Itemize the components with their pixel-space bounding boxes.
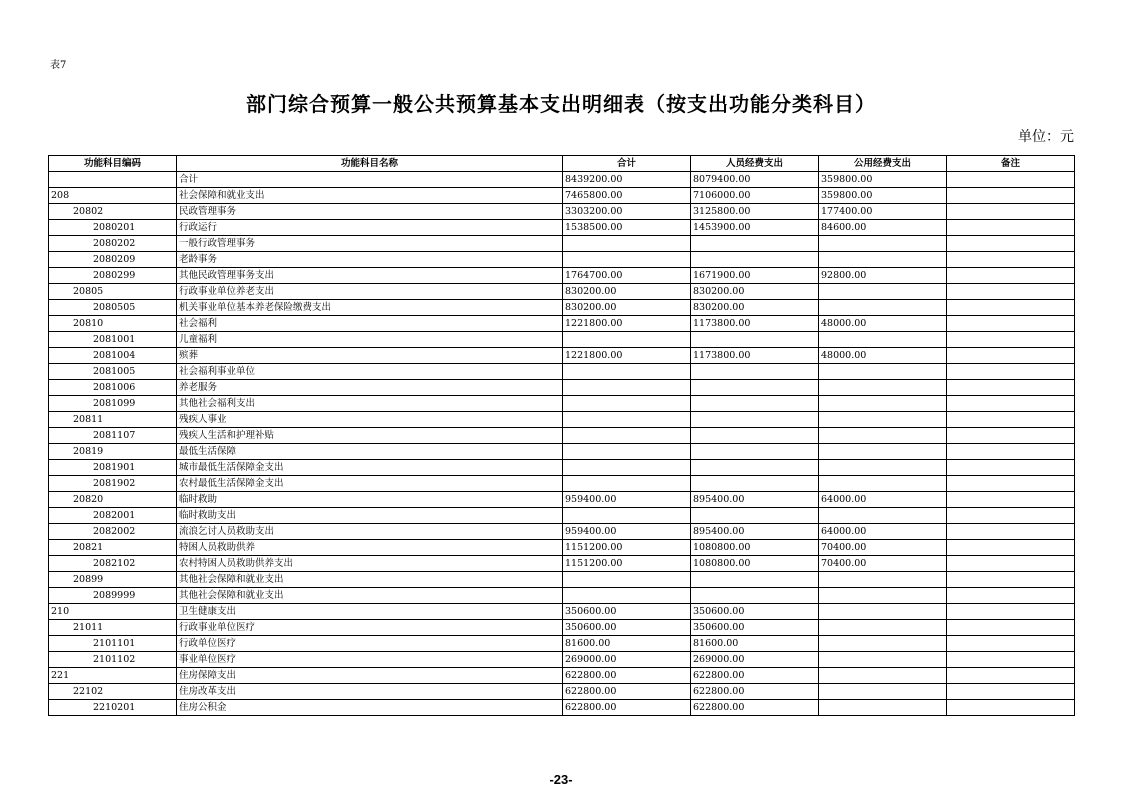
public-cell [819,620,947,636]
remarks-cell [947,460,1075,476]
personnel-cell: 895400.00 [691,492,819,508]
public-cell: 48000.00 [819,348,947,364]
total-cell [563,396,691,412]
public-cell [819,700,947,716]
public-cell [819,476,947,492]
code-cell: 21011 [49,620,177,636]
personnel-cell [691,588,819,604]
name-cell: 事业单位医疗 [177,652,563,668]
table-row [49,364,1075,380]
remarks-cell [947,332,1075,348]
table-row [49,316,1075,332]
personnel-cell [691,476,819,492]
total-cell [563,572,691,588]
code-cell: 20805 [49,284,177,300]
total-cell: 830200.00 [563,300,691,316]
table-row [49,332,1075,348]
total-cell: 1151200.00 [563,540,691,556]
table-row [49,588,1075,604]
name-cell: 残疾人生活和护理补贴 [177,428,563,444]
code-cell [49,172,177,188]
code-cell: 20810 [49,316,177,332]
total-cell: 622800.00 [563,684,691,700]
remarks-cell [947,428,1075,444]
personnel-cell [691,508,819,524]
public-cell [819,300,947,316]
table-row [49,700,1075,716]
name-cell: 城市最低生活保障金支出 [177,460,563,476]
remarks-cell [947,204,1075,220]
personnel-cell [691,460,819,476]
personnel-cell [691,236,819,252]
table-label: 表7 [50,60,67,71]
personnel-cell: 350600.00 [691,604,819,620]
total-cell [563,380,691,396]
code-cell: 22102 [49,684,177,700]
total-cell [563,412,691,428]
name-cell: 残疾人事业 [177,412,563,428]
remarks-cell [947,268,1075,284]
personnel-cell: 622800.00 [691,684,819,700]
public-cell [819,572,947,588]
table-row [49,284,1075,300]
name-cell: 行政单位医疗 [177,636,563,652]
remarks-cell [947,316,1075,332]
page-number: -23- [549,772,573,787]
public-cell [819,588,947,604]
table-row [49,188,1075,204]
public-cell [819,412,947,428]
unit-label: 单位：元 [1018,129,1074,145]
name-cell: 机关事业单位基本养老保险缴费支出 [177,300,563,316]
code-cell: 2081005 [49,364,177,380]
name-cell: 其他社会福利支出 [177,396,563,412]
column-header-public: 公用经费支出 [819,156,947,172]
personnel-cell [691,412,819,428]
personnel-cell: 622800.00 [691,700,819,716]
personnel-cell: 1173800.00 [691,348,819,364]
total-cell: 830200.00 [563,284,691,300]
remarks-cell [947,300,1075,316]
public-cell [819,236,947,252]
code-cell: 20899 [49,572,177,588]
remarks-cell [947,348,1075,364]
table-row [49,524,1075,540]
name-cell: 其他社会保障和就业支出 [177,572,563,588]
total-cell [563,428,691,444]
remarks-cell [947,172,1075,188]
name-cell: 社会福利事业单位 [177,364,563,380]
total-cell: 1764700.00 [563,268,691,284]
personnel-cell: 7106000.00 [691,188,819,204]
total-cell: 1221800.00 [563,316,691,332]
column-header-personnel: 人员经费支出 [691,156,819,172]
total-cell: 622800.00 [563,700,691,716]
table-row [49,556,1075,572]
name-cell: 特困人员救助供养 [177,540,563,556]
code-cell: 2081006 [49,380,177,396]
total-cell: 8439200.00 [563,172,691,188]
remarks-cell [947,492,1075,508]
table-row [49,396,1075,412]
code-cell: 2081004 [49,348,177,364]
remarks-cell [947,508,1075,524]
name-cell: 临时救助支出 [177,508,563,524]
personnel-cell: 350600.00 [691,620,819,636]
name-cell: 最低生活保障 [177,444,563,460]
code-cell: 2080209 [49,252,177,268]
total-cell [563,460,691,476]
table-row [49,428,1075,444]
table-row [49,684,1075,700]
name-cell: 社会福利 [177,316,563,332]
public-cell [819,380,947,396]
table-row [49,636,1075,652]
total-cell [563,508,691,524]
code-cell: 20811 [49,412,177,428]
remarks-cell [947,364,1075,380]
code-cell: 2080505 [49,300,177,316]
public-cell: 92800.00 [819,268,947,284]
name-cell: 农村最低生活保障金支出 [177,476,563,492]
code-cell: 20802 [49,204,177,220]
name-cell: 社会保障和就业支出 [177,188,563,204]
public-cell [819,444,947,460]
remarks-cell [947,604,1075,620]
code-cell: 20821 [49,540,177,556]
remarks-cell [947,636,1075,652]
total-cell [563,364,691,380]
remarks-cell [947,572,1075,588]
public-cell: 177400.00 [819,204,947,220]
total-cell [563,252,691,268]
public-cell: 64000.00 [819,524,947,540]
remarks-cell [947,684,1075,700]
budget-table [48,155,1075,716]
public-cell [819,364,947,380]
table-row [49,492,1075,508]
total-cell: 1151200.00 [563,556,691,572]
total-cell: 1221800.00 [563,348,691,364]
name-cell: 殡葬 [177,348,563,364]
code-cell: 2101102 [49,652,177,668]
table-row [49,236,1075,252]
name-cell: 儿童福利 [177,332,563,348]
table-row [49,540,1075,556]
personnel-cell: 1453900.00 [691,220,819,236]
table-row [49,508,1075,524]
total-cell: 3303200.00 [563,204,691,220]
total-cell: 7465800.00 [563,188,691,204]
remarks-cell [947,236,1075,252]
table-body [49,172,1075,716]
remarks-cell [947,444,1075,460]
code-cell: 2081901 [49,460,177,476]
remarks-cell [947,220,1075,236]
total-cell: 269000.00 [563,652,691,668]
personnel-cell: 1173800.00 [691,316,819,332]
table-row [49,172,1075,188]
code-cell: 2080202 [49,236,177,252]
column-header-remarks: 备注 [947,156,1075,172]
column-header-name: 功能科目名称 [177,156,563,172]
total-cell: 350600.00 [563,620,691,636]
remarks-cell [947,620,1075,636]
table-row [49,476,1075,492]
name-cell: 一般行政管理事务 [177,236,563,252]
remarks-cell [947,700,1075,716]
public-cell [819,284,947,300]
public-cell: 359800.00 [819,172,947,188]
public-cell [819,460,947,476]
remarks-cell [947,476,1075,492]
name-cell: 行政事业单位医疗 [177,620,563,636]
remarks-cell [947,588,1075,604]
code-cell: 2082001 [49,508,177,524]
name-cell: 临时救助 [177,492,563,508]
public-cell: 48000.00 [819,316,947,332]
table-row [49,444,1075,460]
total-cell [563,444,691,460]
page-title: 部门综合预算一般公共预算基本支出明细表（按支出功能分类科目） [246,92,876,116]
public-cell [819,508,947,524]
code-cell: 2081902 [49,476,177,492]
personnel-cell [691,396,819,412]
remarks-cell [947,668,1075,684]
code-cell: 2081001 [49,332,177,348]
personnel-cell [691,252,819,268]
personnel-cell: 8079400.00 [691,172,819,188]
total-cell: 1538500.00 [563,220,691,236]
personnel-cell: 269000.00 [691,652,819,668]
table-row [49,268,1075,284]
table-row [49,348,1075,364]
table-row [49,652,1075,668]
table-row [49,204,1075,220]
name-cell: 流浪乞讨人员救助支出 [177,524,563,540]
public-cell: 70400.00 [819,556,947,572]
total-cell [563,476,691,492]
personnel-cell [691,380,819,396]
public-cell: 359800.00 [819,188,947,204]
column-header-total: 合计 [563,156,691,172]
name-cell: 合计 [177,172,563,188]
name-cell: 住房改革支出 [177,684,563,700]
name-cell: 农村特困人员救助供养支出 [177,556,563,572]
name-cell: 行政事业单位养老支出 [177,284,563,300]
total-cell: 81600.00 [563,636,691,652]
table-row [49,252,1075,268]
name-cell: 行政运行 [177,220,563,236]
table-row [49,460,1075,476]
code-cell: 2082002 [49,524,177,540]
personnel-cell: 81600.00 [691,636,819,652]
public-cell: 64000.00 [819,492,947,508]
code-cell: 2081107 [49,428,177,444]
public-cell [819,604,947,620]
personnel-cell: 830200.00 [691,300,819,316]
personnel-cell: 895400.00 [691,524,819,540]
code-cell: 20820 [49,492,177,508]
name-cell: 住房公积金 [177,700,563,716]
remarks-cell [947,652,1075,668]
remarks-cell [947,252,1075,268]
total-cell: 959400.00 [563,492,691,508]
code-cell: 2082102 [49,556,177,572]
code-cell: 20819 [49,444,177,460]
personnel-cell: 830200.00 [691,284,819,300]
personnel-cell: 3125800.00 [691,204,819,220]
name-cell: 民政管理事务 [177,204,563,220]
table-row [49,572,1075,588]
code-cell: 221 [49,668,177,684]
personnel-cell [691,428,819,444]
total-cell [563,332,691,348]
remarks-cell [947,540,1075,556]
personnel-cell [691,332,819,348]
table-row [49,300,1075,316]
total-cell: 959400.00 [563,524,691,540]
table-row [49,620,1075,636]
name-cell: 养老服务 [177,380,563,396]
public-cell [819,652,947,668]
remarks-cell [947,412,1075,428]
code-cell: 2080299 [49,268,177,284]
public-cell [819,396,947,412]
total-cell [563,236,691,252]
personnel-cell: 1080800.00 [691,556,819,572]
remarks-cell [947,284,1075,300]
remarks-cell [947,188,1075,204]
personnel-cell [691,444,819,460]
table-row [49,220,1075,236]
column-header-code: 功能科目编码 [49,156,177,172]
remarks-cell [947,556,1075,572]
public-cell [819,428,947,444]
table-row [49,604,1075,620]
code-cell: 208 [49,188,177,204]
code-cell: 210 [49,604,177,620]
name-cell: 老龄事务 [177,252,563,268]
personnel-cell [691,572,819,588]
remarks-cell [947,380,1075,396]
table-row [49,380,1075,396]
name-cell: 其他民政管理事务支出 [177,268,563,284]
code-cell: 2080201 [49,220,177,236]
name-cell: 住房保障支出 [177,668,563,684]
public-cell [819,332,947,348]
public-cell [819,252,947,268]
personnel-cell: 622800.00 [691,668,819,684]
personnel-cell: 1671900.00 [691,268,819,284]
code-cell: 2210201 [49,700,177,716]
public-cell [819,668,947,684]
remarks-cell [947,396,1075,412]
table-header-row [49,156,1075,172]
code-cell: 2101101 [49,636,177,652]
public-cell [819,636,947,652]
personnel-cell [691,364,819,380]
public-cell: 84600.00 [819,220,947,236]
table-row [49,668,1075,684]
name-cell: 其他社会保障和就业支出 [177,588,563,604]
table-row [49,412,1075,428]
total-cell: 622800.00 [563,668,691,684]
total-cell [563,588,691,604]
public-cell: 70400.00 [819,540,947,556]
total-cell: 350600.00 [563,604,691,620]
name-cell: 卫生健康支出 [177,604,563,620]
remarks-cell [947,524,1075,540]
personnel-cell: 1080800.00 [691,540,819,556]
code-cell: 2089999 [49,588,177,604]
code-cell: 2081099 [49,396,177,412]
public-cell [819,684,947,700]
